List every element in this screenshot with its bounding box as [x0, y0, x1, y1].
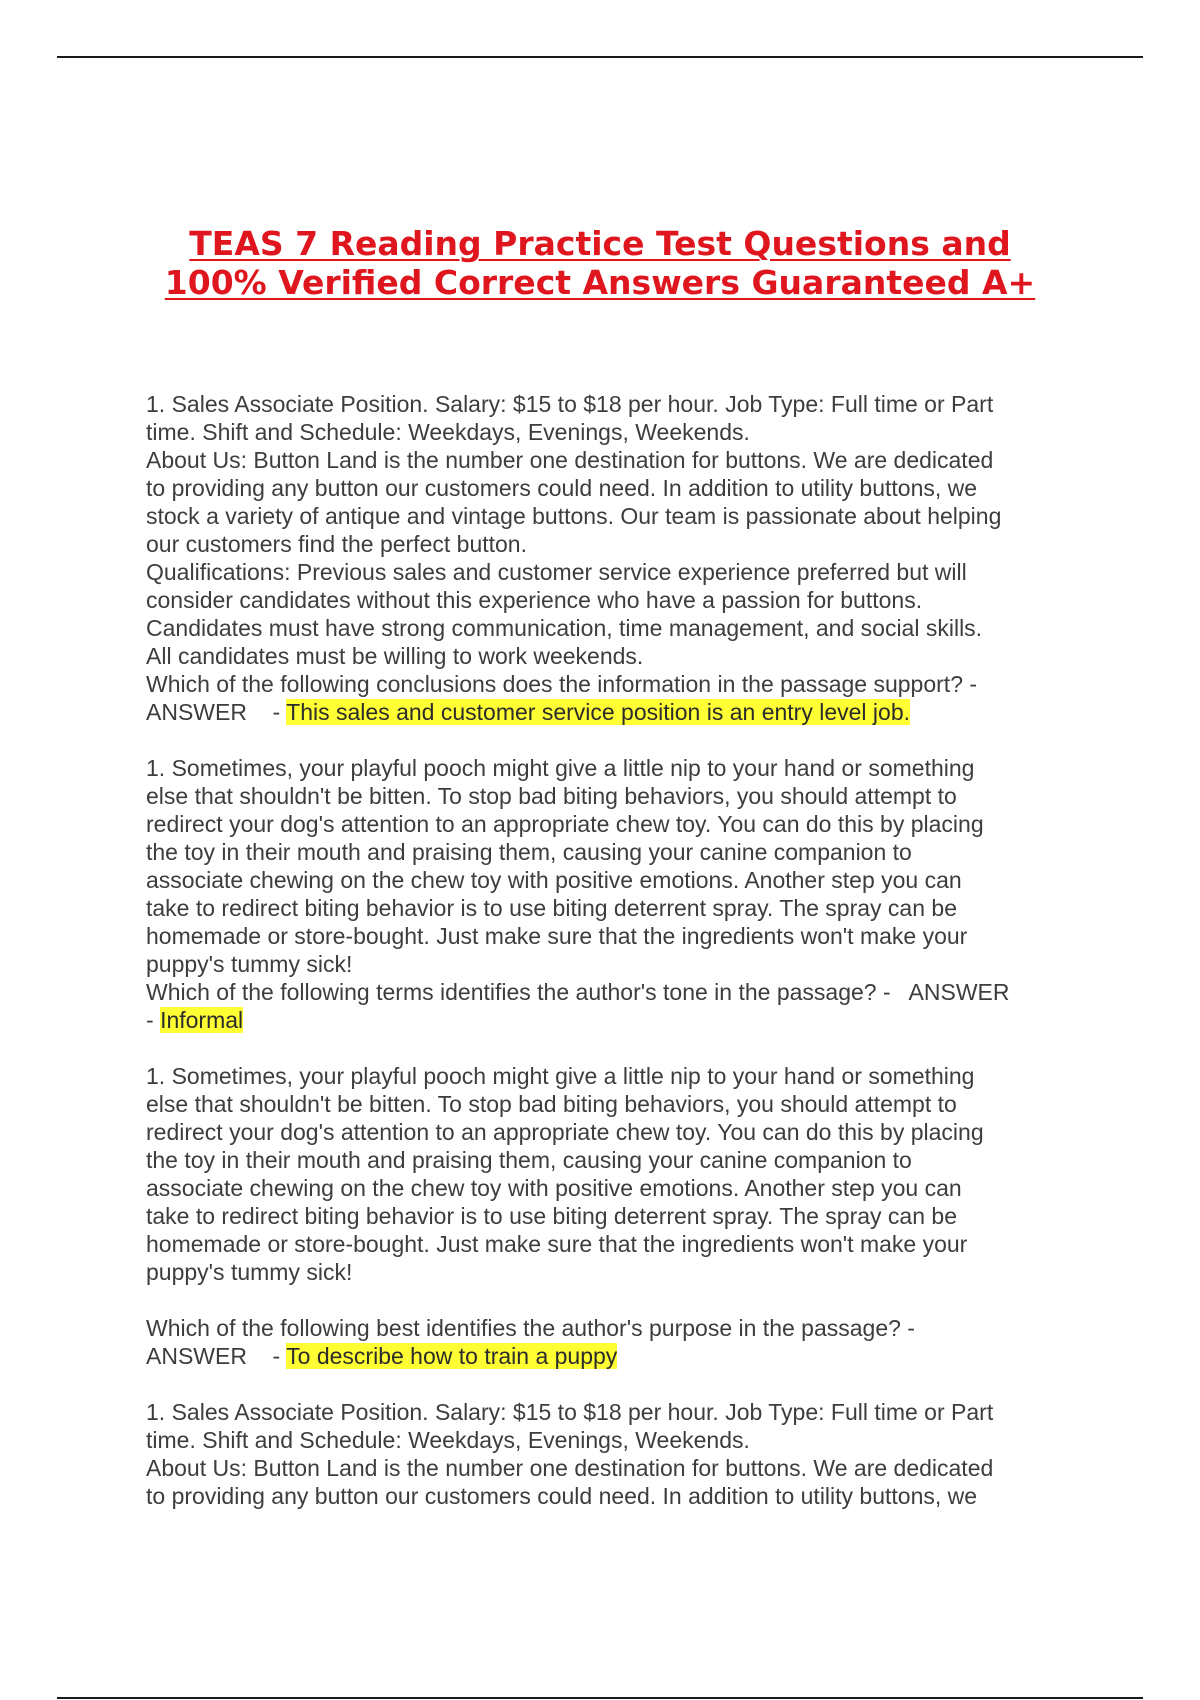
text-line: Qualifications: Previous sales and customer service experience preferred but will — [146, 559, 967, 585]
answer-line — [146, 1006, 1076, 1034]
title-line-2: 100% Verified Correct Answers Guaranteed A+ — [164, 263, 1036, 302]
document-body — [146, 390, 1076, 1538]
text-line: stock a variety of antique and vintage buttons. Our team is passionate about helping — [146, 503, 1002, 529]
question-line: Which of the following terms identifies the author's tone in the passage? - ANSWER — [146, 979, 1010, 1005]
text-line: to providing any button our customers could need. In addition to utility buttons, we — [146, 475, 978, 501]
text-line: homemade or store-bought. Just make sure that the ingredients won't make your — [146, 923, 968, 949]
text-line: 1. Sales Associate Position. Salary: $15 to $18 per hour. Job Type: Full time or Part — [146, 391, 994, 417]
text-line: homemade or store-bought. Just make sure that the ingredients won't make your — [146, 1231, 968, 1257]
text-line: 1. Sometimes, your playful pooch might give a little nip to your hand or something — [146, 1063, 975, 1089]
text-line: to providing any button our customers could need. In addition to utility buttons, we — [146, 1483, 978, 1509]
text-line: our customers find the perfect button. — [146, 531, 527, 557]
text-line: take to redirect biting behavior is to use biting deterrent spray. The spray can be — [146, 1203, 957, 1229]
question-line: Which of the following conclusions does the information in the passage support? - — [146, 671, 978, 697]
question-line: Which of the following best identifies the author's purpose in the passage? - — [146, 1315, 915, 1341]
top-rule — [57, 56, 1143, 58]
highlighted-answer: This sales and customer service position is an entry level job. — [286, 699, 910, 725]
text-line: else that shouldn't be bitten. To stop bad biting behaviors, you should attempt to — [146, 783, 957, 809]
question-block-3 — [146, 1062, 1076, 1370]
text-line: time. Shift and Schedule: Weekdays, Evenings, Weekends. — [146, 1427, 750, 1453]
text-line: else that shouldn't be bitten. To stop bad biting behaviors, you should attempt to — [146, 1091, 957, 1117]
text-line: take to redirect biting behavior is to use biting deterrent spray. The spray can be — [146, 895, 957, 921]
answer-line — [146, 1342, 1076, 1370]
text-line: associate chewing on the chew toy with positive emotions. Another step you can — [146, 1175, 962, 1201]
text-line: All candidates must be willing to work weekends. — [146, 643, 644, 669]
highlighted-answer: Informal — [160, 1007, 244, 1033]
text-line: 1. Sales Associate Position. Salary: $15 to $18 per hour. Job Type: Full time or Part — [146, 1399, 994, 1425]
text-line: redirect your dog's attention to an appropriate chew toy. You can do this by placing — [146, 1119, 984, 1145]
text-line: puppy's tummy sick! — [146, 1259, 353, 1285]
answer-line — [146, 698, 1076, 726]
question-block-4 — [146, 1398, 1076, 1510]
text-line: time. Shift and Schedule: Weekdays, Evenings, Weekends. — [146, 419, 750, 445]
question-block-2 — [146, 754, 1076, 1034]
text-line: redirect your dog's attention to an appropriate chew toy. You can do this by placing — [146, 811, 984, 837]
blank-line — [146, 1286, 1076, 1314]
question-block-1 — [146, 390, 1076, 726]
title-line-1: TEAS 7 Reading Practice Test Questions and — [189, 224, 1011, 263]
answer-prefix: - — [146, 1007, 161, 1033]
document-title — [0, 224, 1200, 302]
text-line: About Us: Button Land is the number one destination for buttons. We are dedicated — [146, 447, 994, 473]
text-line: the toy in their mouth and praising them, causing your canine companion to — [146, 1147, 912, 1173]
answer-prefix: ANSWER - — [146, 1343, 287, 1369]
text-line: consider candidates without this experience who have a passion for buttons. — [146, 587, 923, 613]
text-line: About Us: Button Land is the number one destination for buttons. We are dedicated — [146, 1455, 994, 1481]
text-line: 1. Sometimes, your playful pooch might give a little nip to your hand or something — [146, 755, 975, 781]
text-line: puppy's tummy sick! — [146, 951, 353, 977]
answer-prefix: ANSWER - — [146, 699, 287, 725]
text-line: Candidates must have strong communication, time management, and social skills. — [146, 615, 983, 641]
bottom-rule — [57, 1697, 1143, 1699]
text-line: the toy in their mouth and praising them, causing your canine companion to — [146, 839, 912, 865]
text-line: associate chewing on the chew toy with positive emotions. Another step you can — [146, 867, 962, 893]
highlighted-answer: To describe how to train a puppy — [286, 1343, 618, 1369]
